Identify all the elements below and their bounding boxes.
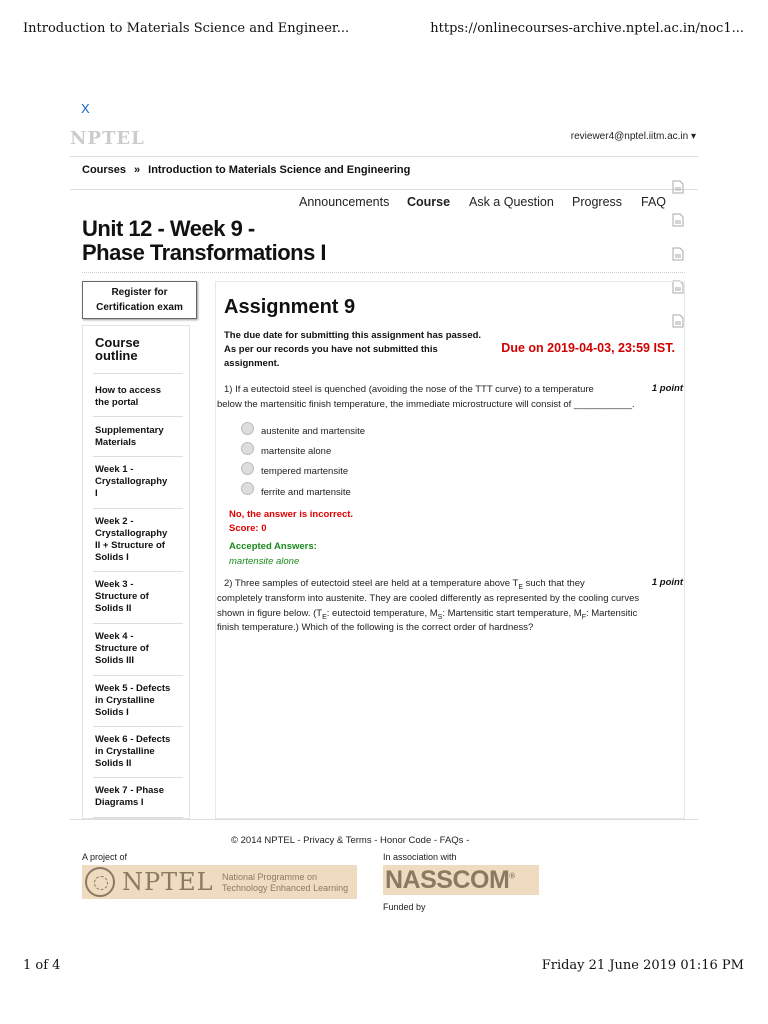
sidebar-item-supplementary[interactable] bbox=[95, 425, 183, 449]
header-divider bbox=[70, 156, 698, 157]
course-outline-title-line: Course bbox=[95, 335, 140, 350]
print-date: Friday 21 June 2019 01:16 PM bbox=[541, 958, 744, 973]
question-2-text: shown in figure below. ($T_E$: eutectoid temperature, $M_S$: Martensitic start temperature, $M_F$: Martensitic bbox=[217, 608, 638, 621]
breadcrumb-courses-link[interactable]: Courses bbox=[82, 164, 127, 176]
sidebar-item-label: Solids II bbox=[95, 758, 132, 769]
sidebar-item-label: Structure of bbox=[95, 643, 149, 654]
nav-announcements[interactable]: Announcements bbox=[299, 195, 390, 209]
sidebar-item-label: Structure of bbox=[95, 591, 149, 602]
outline-divider bbox=[93, 777, 183, 778]
sidebar-item-label: Solids I bbox=[95, 707, 129, 718]
radio-option[interactable] bbox=[241, 462, 254, 475]
sidebar-item-label: Solids I bbox=[95, 552, 129, 563]
print-header-title: Introduction to Materials Science and Engineer... bbox=[23, 21, 350, 36]
breadcrumb bbox=[82, 164, 410, 176]
option-label: tempered martensite bbox=[261, 466, 349, 477]
question-1-text: below the martensitic finish temperature, the immediate microstructure will consist of ___________. bbox=[217, 399, 635, 410]
sidebar-item-label: Week 5 - Defects bbox=[95, 683, 171, 694]
question-2-text: finish temperature.) Which of the following is the correct order of hardness? bbox=[217, 622, 534, 633]
nav-faq[interactable]: FAQ bbox=[641, 195, 667, 209]
accepted-answers-label: Accepted Answers: bbox=[229, 541, 317, 552]
sidebar-item-label: Week 4 - bbox=[95, 631, 134, 642]
question-2-text: completely transform into austenite. They are cooled differently as represented by the cooling curves bbox=[217, 593, 640, 604]
sidebar-item-label: Diagrams I bbox=[95, 797, 144, 808]
question-2-text: 2) Three samples of eutectoid steel are held at a temperature above $T_E$ such that they bbox=[224, 578, 585, 591]
breadcrumb-separator: » bbox=[134, 164, 141, 176]
outline-divider bbox=[93, 675, 183, 676]
radio-option[interactable] bbox=[241, 482, 254, 495]
register-certification-button[interactable] bbox=[82, 281, 197, 319]
course-outline-title bbox=[95, 336, 175, 362]
breadcrumb-course-link[interactable]: Introduction to Materials Science and Engineering bbox=[148, 164, 411, 176]
page-title-line: Unit 12 - Week 9 - bbox=[82, 216, 255, 241]
breadcrumb-divider bbox=[70, 189, 698, 190]
footer-divider bbox=[70, 819, 698, 820]
nptel-banner-logo[interactable] bbox=[82, 865, 357, 899]
question-1-text: 1) If a eutectoid steel is quenched (avoiding the nose of the TTT curve) to a temperature bbox=[224, 384, 594, 395]
assignment-title: Assignment 9 bbox=[224, 296, 356, 318]
outline-divider bbox=[93, 571, 183, 572]
outline-divider bbox=[93, 456, 183, 457]
sidebar-item-label: Week 3 - bbox=[95, 579, 134, 590]
outline-divider bbox=[93, 817, 183, 818]
nptel-emblem-icon bbox=[85, 867, 115, 897]
sidebar-item-label: the portal bbox=[95, 397, 139, 408]
nptel-tagline: National Programme on Technology Enhanced Learning bbox=[222, 872, 349, 893]
pdf-icon[interactable] bbox=[672, 213, 684, 227]
sidebar-item-week-5[interactable] bbox=[95, 683, 183, 719]
sidebar-item-label: I bbox=[95, 488, 98, 499]
pdf-icon[interactable] bbox=[672, 180, 684, 194]
radio-option[interactable] bbox=[241, 422, 254, 435]
print-page-number: 1 of 4 bbox=[23, 958, 61, 973]
outline-divider bbox=[93, 623, 183, 624]
page-title bbox=[82, 217, 442, 265]
sidebar-item-label: Week 6 - Defects bbox=[95, 734, 171, 745]
outline-divider bbox=[93, 726, 183, 727]
course-outline bbox=[82, 325, 190, 819]
sidebar-item-label: Crystallography bbox=[95, 528, 168, 539]
question-1-points: 1 point bbox=[651, 383, 683, 394]
outline-divider bbox=[93, 373, 183, 374]
sidebar-item-week-1[interactable] bbox=[95, 464, 183, 500]
course-outline-title-line: outline bbox=[95, 348, 138, 363]
due-date: Due on 2019-04-03, 23:59 IST. bbox=[501, 341, 675, 355]
sidebar-item-week-4[interactable] bbox=[95, 631, 183, 667]
nav-course[interactable]: Course bbox=[407, 195, 451, 209]
print-header-url: https://onlinecourses-archive.nptel.ac.in/noc1... bbox=[430, 21, 744, 36]
user-menu[interactable]: reviewer4@nptel.iitm.ac.in ▾ bbox=[570, 131, 696, 142]
project-of-label: A project of bbox=[82, 852, 128, 862]
due-passed-notice: The due date for submitting this assignment has passed. bbox=[224, 330, 482, 341]
sidebar-item-label: Week 2 - bbox=[95, 516, 134, 527]
nptel-wordmark: NPTEL bbox=[122, 868, 214, 896]
question-2-points: 1 point bbox=[651, 577, 683, 588]
answer-feedback: No, the answer is incorrect. bbox=[229, 509, 354, 520]
sidebar-item-label: in Crystalline bbox=[95, 695, 155, 706]
pdf-icon[interactable] bbox=[672, 247, 684, 261]
option-label: martensite alone bbox=[261, 446, 332, 457]
close-button[interactable]: X bbox=[81, 101, 90, 116]
sidebar-item-label: Crystallography bbox=[95, 476, 168, 487]
option-label: austenite and martensite bbox=[261, 426, 366, 437]
sidebar-item-label: Week 1 - bbox=[95, 464, 134, 475]
not-submitted-notice: As per our records you have not submitted this bbox=[224, 344, 438, 355]
radio-option[interactable] bbox=[241, 442, 254, 455]
sidebar-item-label: Supplementary bbox=[95, 425, 164, 436]
not-submitted-notice: assignment. bbox=[224, 358, 280, 369]
register-label: Register for bbox=[111, 287, 168, 298]
nav-progress[interactable]: Progress bbox=[572, 195, 623, 209]
register-label: Certification exam bbox=[96, 302, 183, 313]
option-label: ferrite and martensite bbox=[261, 487, 351, 498]
sidebar-item-week-2[interactable] bbox=[95, 516, 183, 564]
funded-by-label: Funded by bbox=[383, 902, 426, 912]
sidebar-item-week-6[interactable] bbox=[95, 734, 183, 770]
accepted-answer: martensite alone bbox=[229, 556, 300, 567]
title-divider bbox=[82, 272, 685, 273]
sidebar-item-label: How to access bbox=[95, 385, 161, 396]
sidebar-item-label: Week 7 - Phase bbox=[95, 785, 165, 796]
page-title-line: Phase Transformations I bbox=[82, 240, 327, 265]
sidebar-item-label: Solids III bbox=[95, 655, 135, 666]
nasscom-wordmark: NASSCOM® bbox=[385, 866, 515, 894]
outline-divider bbox=[93, 508, 183, 509]
sidebar-item-label: II + Structure of bbox=[95, 540, 165, 551]
score: Score: 0 bbox=[229, 523, 267, 534]
sidebar-item-how-to-access[interactable] bbox=[95, 385, 183, 409]
outline-divider bbox=[93, 416, 183, 417]
sidebar-item-week-7[interactable] bbox=[95, 785, 183, 809]
association-label: In association with bbox=[383, 852, 457, 862]
nptel-logo[interactable]: NPTEL bbox=[70, 128, 145, 149]
sidebar-item-week-3[interactable] bbox=[95, 579, 183, 615]
sidebar-item-label: Materials bbox=[95, 437, 137, 448]
sidebar-item-label: Solids II bbox=[95, 603, 132, 614]
sidebar-item-label: in Crystalline bbox=[95, 746, 155, 757]
footer-links[interactable]: © 2014 NPTEL - Privacy & Terms - Honor Code - FAQs - bbox=[231, 835, 470, 846]
nav-ask-question[interactable]: Ask a Question bbox=[469, 195, 554, 209]
nasscom-logo[interactable] bbox=[383, 865, 539, 895]
